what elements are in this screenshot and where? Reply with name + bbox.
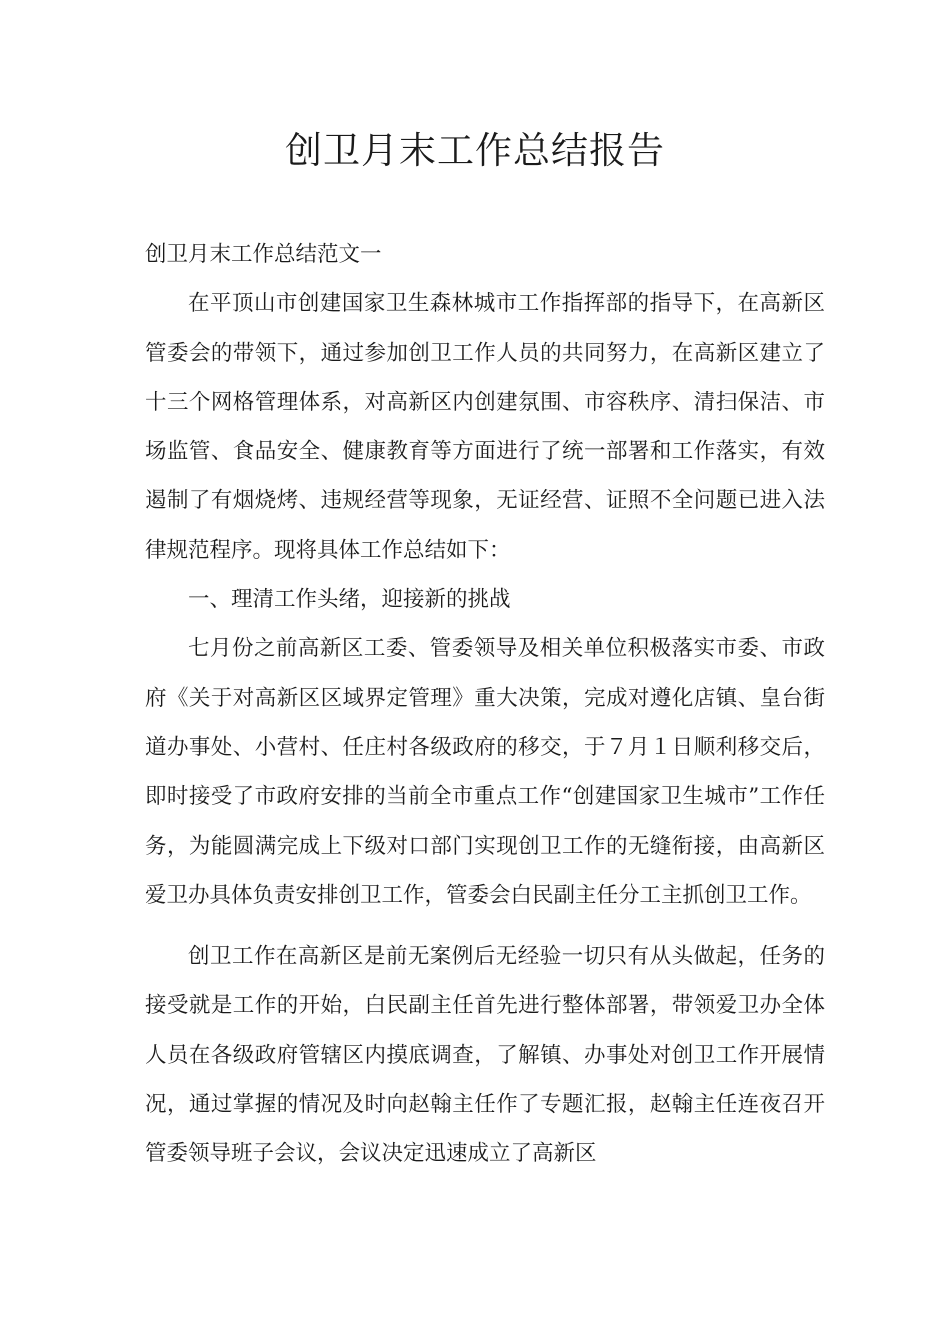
paragraph-intro: 在平顶山市创建国家卫生森林城市工作指挥部的指导下，在高新区管委会的带领下，通过参加创卫工作人员的共同努力，在高新区建立了十三个网格管理体系，对高新区内创建氛围、市容秩序、清扫保洁、市场监管、食品安全、健康教育等方面进行了统一部署和工作落实，有效遏制了有烟烧烤、违规经营等现象，无证经营、证照不全问题已进入法律规范程序。现将具体工作总结如下： xyxy=(145,291,825,563)
paragraph-handover: 七月份之前高新区工委、管委领导及相关单位积极落实市委、市政府《关于对高新区区域界定管理》重大决策，完成对遵化店镇、皇台街道办事处、小营村、任庄村各级政府的移交，于７月１日顺利移交后，即时接受了市政府安排的当前全市重点工作“创建国家卫生城市”工作任务，为能圆满完成上下级对口部门实现创卫工作的无缝衔接，由高新区爱卫办具体负责安排创卫工作，管委会白民副主任分工主抓创卫工作。 xyxy=(145,636,825,908)
paragraph-deployment: 创卫工作在高新区是前无案例后无经验一切只有从头做起，任务的接受就是工作的开始，白民副主任首先进行整体部署，带领爱卫办全体人员在各级政府管辖区内摸底调查，了解镇、办事处对创卫工作开展情况，通过掌握的情况及时向赵翰主任作了专题汇报，赵翰主任连夜召开管委领导班子会议，会议决定迅速成立了高新区 xyxy=(145,944,825,1167)
document-subtitle: 创卫月末工作总结范文一 xyxy=(145,242,382,267)
section-heading: 一、理清工作头绪，迎接新的挑战 xyxy=(188,587,511,613)
document-body xyxy=(145,230,825,1179)
document-title: 创卫月末工作总结报告 xyxy=(285,129,665,172)
